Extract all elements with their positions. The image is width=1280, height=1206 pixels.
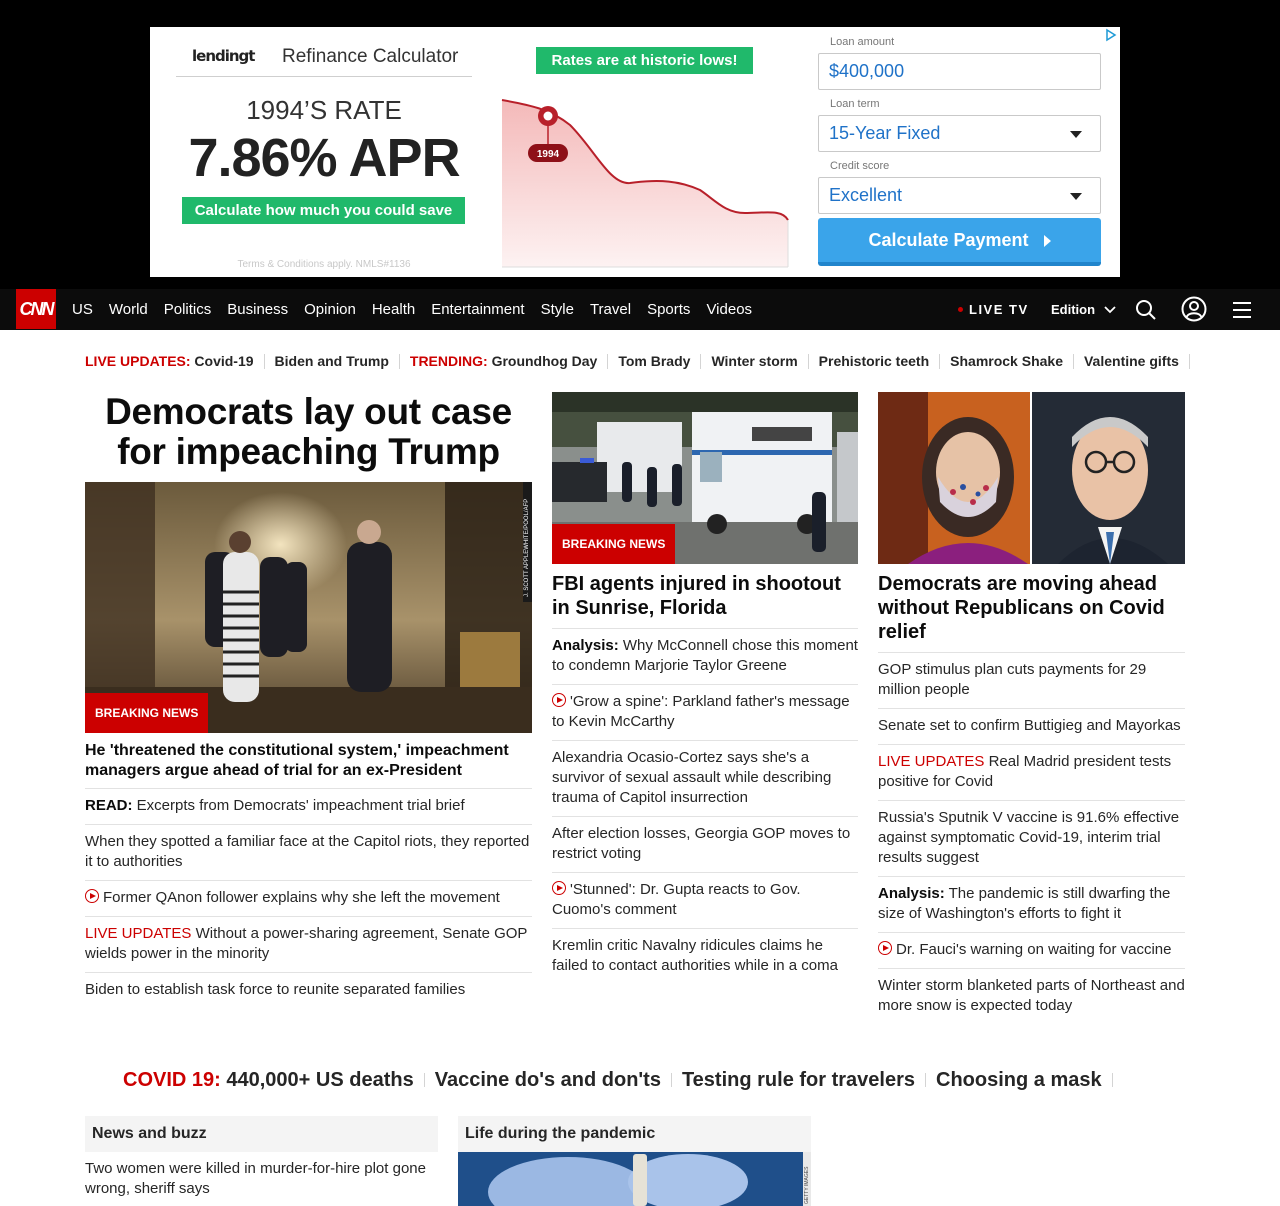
loan-amount-input[interactable]: $400,000: [818, 53, 1101, 90]
video-story-link[interactable]: [552, 872, 858, 928]
nav-link-world[interactable]: World: [108, 301, 148, 318]
divider: [1112, 1073, 1113, 1087]
divider: [424, 1073, 425, 1087]
credit-score-select[interactable]: [818, 177, 1101, 214]
story-link[interactable]: Kremlin critic Navalny ridicules claims he failed to contact authorities while in a coma: [552, 928, 858, 984]
story-link[interactable]: Alexandria Ocasio-Cortez says she's a survivor of sexual assault while describing trauma of Capitol insurrection: [552, 740, 858, 816]
account-icon[interactable]: [1181, 296, 1207, 322]
pandemic-photo[interactable]: [458, 1152, 811, 1206]
ad-calculate-savings-button[interactable]: Calculate how much you could save: [182, 197, 465, 224]
story-headline[interactable]: Democrats are moving ahead without Republicans on Covid relief: [878, 573, 1165, 643]
live-tv-label: LIVE TV: [969, 302, 1029, 317]
menu-icon[interactable]: [1231, 298, 1255, 322]
lead-story-summary[interactable]: He 'threatened the constitutional system,' impeachment managers argue ahead of trial for an ex-President: [85, 742, 509, 779]
live-updates-label: LIVE UPDATES: [878, 753, 985, 770]
video-story-link[interactable]: [878, 932, 1185, 968]
analysis-label: Analysis:: [552, 637, 619, 654]
second-story-column: [552, 392, 858, 984]
nav-link-politics[interactable]: Politics: [163, 301, 212, 318]
nav-link-entertainment[interactable]: Entertainment: [431, 301, 525, 318]
play-icon: [878, 941, 892, 955]
trending-item[interactable]: Shamrock Shake: [950, 353, 1063, 369]
breaking-news-badge: BREAKING NEWS: [552, 524, 675, 564]
loan-term-value: 15-Year Fixed: [829, 123, 941, 143]
divider: [700, 354, 701, 369]
covid-link[interactable]: 440,000+ US deaths: [226, 1068, 414, 1091]
ad-brand-row: [176, 43, 472, 77]
play-icon: [552, 693, 566, 707]
story-link[interactable]: GOP stimulus plan cuts payments for 29 million people: [878, 652, 1185, 708]
divider: [264, 354, 265, 369]
story-link[interactable]: [85, 788, 532, 824]
edition-dropdown[interactable]: [1051, 289, 1116, 330]
top-nav: [0, 289, 1280, 330]
divider: [671, 1073, 672, 1087]
section-title-news-buzz[interactable]: News and buzz: [85, 1116, 438, 1152]
trending-item-covid[interactable]: Covid-19: [194, 353, 254, 369]
nav-link-videos[interactable]: Videos: [706, 301, 753, 318]
lead-story-column: [85, 392, 532, 1008]
nav-link-opinion[interactable]: Opinion: [304, 301, 356, 318]
pelosi-schumer-photo[interactable]: [878, 392, 1185, 564]
credit-score-value: Excellent: [829, 185, 903, 205]
ad-rate-label: 1994’S RATE: [246, 95, 402, 125]
covid-link[interactable]: Choosing a mask: [936, 1068, 1102, 1091]
divider: [1073, 354, 1074, 369]
fbi-shootout-photo[interactable]: [552, 392, 858, 564]
refinance-ad[interactable]: [150, 27, 1120, 277]
story-link[interactable]: When they spotted a familiar face at the Capitol riots, they reported it to authorities: [85, 824, 532, 880]
lender-logo: lendingt: [192, 47, 255, 65]
play-icon: [85, 889, 99, 903]
story-link[interactable]: [552, 628, 858, 684]
story-link-text: Real Madrid president tests positive for Covid: [878, 753, 1172, 790]
trending-label: TRENDING:: [409, 353, 488, 369]
divider: [1189, 354, 1190, 369]
vaccine-vial-photo: [458, 1152, 811, 1206]
covid-link[interactable]: Testing rule for travelers: [681, 1068, 915, 1091]
lead-headline[interactable]: Democrats lay out case for impeaching Trump: [105, 391, 512, 472]
video-story-link[interactable]: [552, 684, 858, 740]
story-link-text: 'Stunned': Dr. Gupta reacts to Gov. Cuomo's comment: [552, 881, 801, 918]
story-link[interactable]: Senate set to confirm Buttigieg and Mayorkas: [878, 708, 1185, 744]
story-link-text: Excerpts from Democrats' impeachment trial brief: [136, 797, 465, 814]
section-title-pandemic[interactable]: Life during the pandemic: [458, 1116, 811, 1152]
cnn-logo[interactable]: CNN: [16, 289, 56, 329]
trending-item[interactable]: Groundhog Day: [491, 353, 598, 369]
story-link[interactable]: [878, 744, 1185, 800]
read-label: READ:: [85, 797, 133, 814]
nav-link-health[interactable]: Health: [371, 301, 416, 318]
nav-link-business[interactable]: Business: [227, 301, 289, 318]
live-updates-label: LIVE UPDATES: [85, 925, 192, 942]
story-link[interactable]: [878, 876, 1185, 932]
divider: [808, 354, 809, 369]
story-link-text: 'Grow a spine': Parkland father's message to Kevin McCarthy: [552, 693, 850, 730]
loan-term-select[interactable]: [818, 115, 1101, 152]
breaking-news-badge: BREAKING NEWS: [85, 693, 208, 733]
photo-credit: GETTY IMAGES: [804, 1166, 810, 1204]
story-link-text: Dr. Fauci's warning on waiting for vaccine: [896, 941, 1172, 958]
credit-score-label: Credit score: [830, 160, 890, 172]
live-tv-link[interactable]: [958, 289, 1029, 330]
ad-terms-text: Terms & Conditions apply. NMLS#1136: [237, 259, 411, 270]
search-icon[interactable]: [1134, 298, 1158, 322]
calculate-payment-button[interactable]: [818, 218, 1101, 266]
story-link[interactable]: Winter storm blanketed parts of Northeast and more snow is expected today: [878, 968, 1185, 1024]
photo-credit: J. SCOTT APPLEWHITE/POOL/AFP: [524, 498, 530, 597]
ad-banner-area: [0, 0, 1280, 289]
nav-link-travel[interactable]: Travel: [589, 301, 632, 318]
loan-term-label: Loan term: [830, 98, 880, 110]
covid-link[interactable]: Vaccine do's and don'ts: [434, 1068, 661, 1091]
nav-links: [64, 289, 760, 330]
story-headline[interactable]: FBI agents injured in shootout in Sunrise, Florida: [552, 573, 841, 619]
covid-bar: [123, 1068, 1123, 1092]
chevron-down-icon: [1104, 306, 1116, 314]
story-link[interactable]: Two women were killed in murder-for-hire plot gone wrong, sheriff says: [85, 1160, 426, 1197]
trending-item[interactable]: Valentine gifts: [1083, 353, 1179, 369]
play-icon: [552, 881, 566, 895]
divider: [939, 354, 940, 369]
nav-link-us[interactable]: US: [72, 301, 93, 318]
third-story-column: [878, 392, 1185, 1024]
story-link-text: Why McConnell chose this moment to condemn Marjorie Taylor Greene: [552, 637, 858, 674]
trending-item[interactable]: Prehistoric teeth: [818, 353, 930, 369]
pelosi-schumer-image: [878, 392, 1185, 564]
ad-rate-chart: [500, 95, 790, 270]
story-link-text: Without a power-sharing agreement, Senate GOP wields power in the minority: [85, 925, 528, 962]
covid-label: COVID 19:: [123, 1068, 221, 1091]
trending-bar: [85, 351, 1200, 371]
analysis-label: Analysis:: [878, 885, 945, 902]
trending-item[interactable]: Tom Brady: [618, 353, 691, 369]
ad-calculator-title: Refinance Calculator: [282, 46, 459, 67]
divider: [399, 354, 400, 369]
trending-item-biden-trump[interactable]: Biden and Trump: [274, 353, 389, 369]
calculate-payment-label: Calculate Payment: [868, 230, 1029, 250]
divider: [607, 354, 608, 369]
video-story-link[interactable]: [85, 880, 532, 916]
live-updates-label: LIVE UPDATES:: [85, 353, 191, 369]
edition-label: Edition: [1051, 302, 1096, 317]
story-link-text: Former QAnon follower explains why she left the movement: [103, 889, 500, 906]
adchoices-icon[interactable]: [1104, 28, 1118, 42]
live-dot-icon: [958, 307, 963, 312]
ad-historic-lows-banner: Rates are at historic lows!: [536, 47, 753, 74]
divider: [925, 1073, 926, 1087]
chevron-down-icon: [1070, 131, 1082, 138]
story-link[interactable]: After election losses, Georgia GOP moves to restrict voting: [552, 816, 858, 872]
story-link[interactable]: [85, 916, 532, 972]
story-link[interactable]: Russia's Sputnik V vaccine is 91.6% effective against symptomatic Covid-19, interim trial results suggest: [878, 800, 1185, 876]
lead-photo[interactable]: [85, 482, 532, 733]
story-link-text: The pandemic is still dwarfing the size of Washington's efforts to fight it: [878, 885, 1171, 922]
play-arrow-icon: [1044, 235, 1051, 247]
ad-chart-marker-label: 1994: [536, 149, 560, 160]
nav-link-sports[interactable]: Sports: [647, 301, 691, 318]
loan-amount-label: Loan amount: [830, 36, 895, 48]
chevron-down-icon: [1070, 193, 1082, 200]
nav-link-style[interactable]: Style: [540, 301, 574, 318]
story-link[interactable]: Biden to establish task force to reunite separated families: [85, 972, 532, 1008]
trending-item[interactable]: Winter storm: [711, 353, 798, 369]
ad-apr-value: 7.86% APR: [188, 128, 460, 188]
